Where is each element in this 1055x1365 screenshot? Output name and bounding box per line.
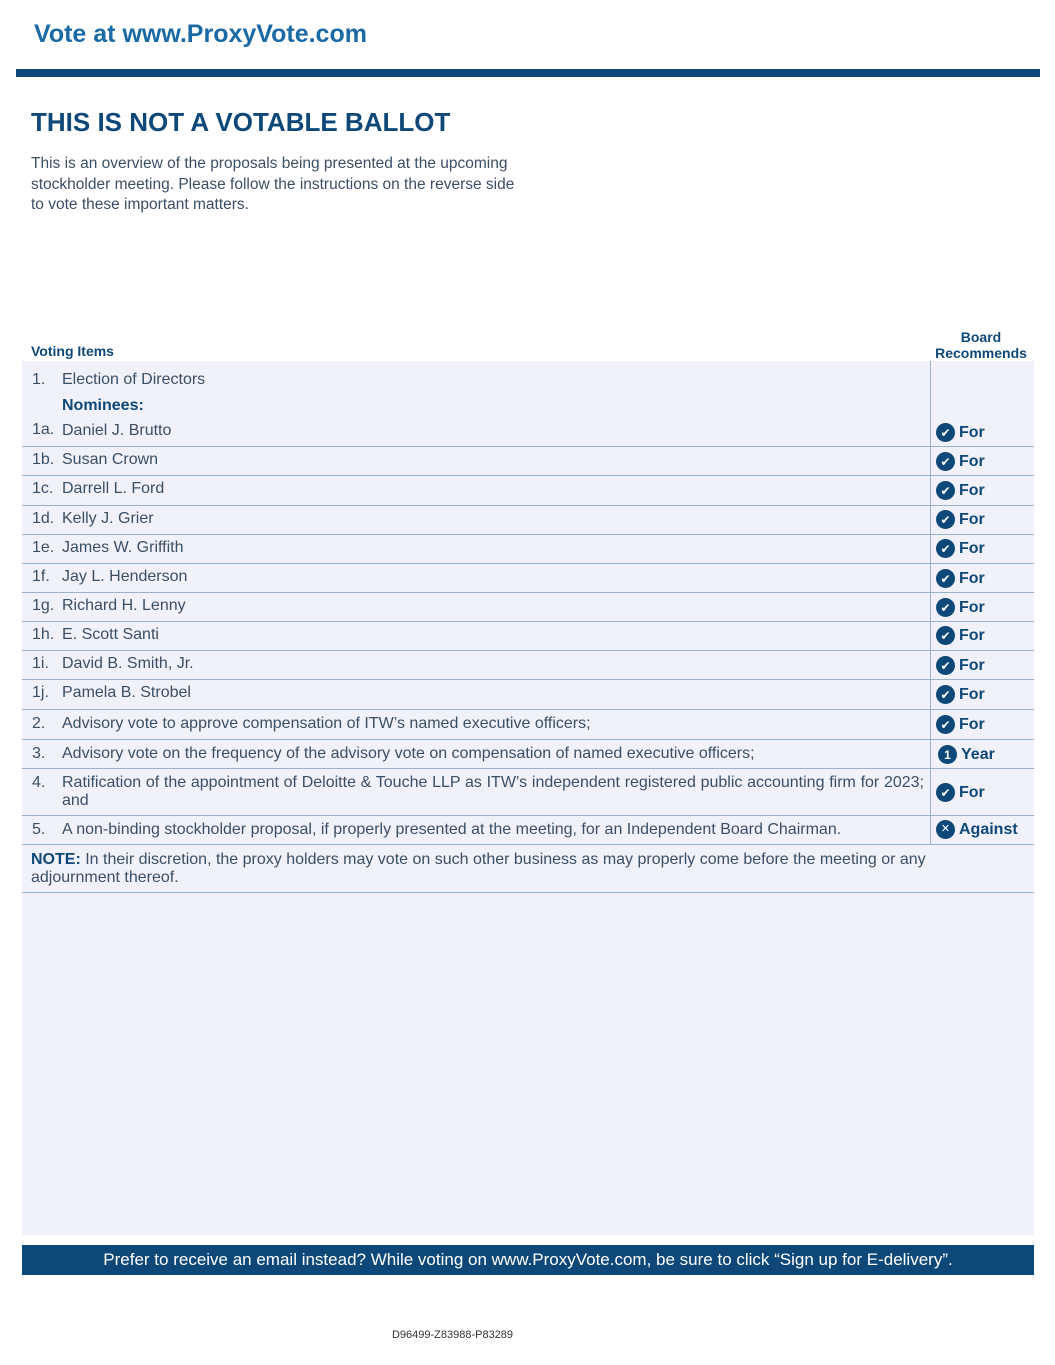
proposal-4-row <box>22 769 1034 816</box>
check-circle-icon: ✔ <box>936 783 955 802</box>
recommendation <box>936 510 985 529</box>
nominee-number: 1i. <box>32 655 49 672</box>
recommendation-label: For <box>959 656 985 674</box>
recommendation-label: For <box>959 481 985 499</box>
nominee-name: Pamela B. Strobel <box>62 684 191 701</box>
nominee-name: E. Scott Santi <box>62 626 159 643</box>
note-label: NOTE: <box>31 851 81 868</box>
nominee-row <box>22 622 1034 651</box>
check-circle-icon: ✔ <box>936 510 955 529</box>
header-title[interactable]: Vote at www.ProxyVote.com <box>34 20 367 48</box>
proposal-text: Advisory vote on the frequency of the advisory vote on compensation of named executive officers; <box>62 745 755 762</box>
e-delivery-banner[interactable]: Prefer to receive an email instead? While voting on www.ProxyVote.com, be sure to click “Sign up for E-delivery”. <box>22 1245 1034 1275</box>
nominees-label: Nominees: <box>62 397 144 414</box>
board-recommends-line2: Recommends <box>935 345 1027 361</box>
proposal-number: 4. <box>32 774 46 791</box>
intro-text: This is an overview of the proposals being presented at the upcoming stockholder meeting. Please follow the instructions on the reverse side to vote these important matters. <box>31 155 515 213</box>
nominee-name: Darrell L. Ford <box>62 480 165 497</box>
recommendation <box>936 481 985 500</box>
recommendation-label: For <box>959 626 985 644</box>
nominee-number: 1e. <box>32 539 55 556</box>
proposal-text: Election of Directors <box>62 371 206 388</box>
nominee-row <box>22 593 1034 622</box>
proposal-number: 5. <box>32 821 46 838</box>
check-circle-icon: ✔ <box>936 685 955 704</box>
nominee-row <box>22 506 1034 535</box>
proposal-1-row <box>22 361 1034 397</box>
recommendation-label: For <box>959 510 985 528</box>
recommendation <box>936 783 985 802</box>
nominee-name: Susan Crown <box>62 451 159 468</box>
check-circle-icon: ✔ <box>936 452 955 471</box>
recommendation-label: For <box>959 598 985 616</box>
nominee-row <box>22 447 1034 476</box>
page-title: THIS IS NOT A VOTABLE BALLOT <box>31 107 451 137</box>
nominee-row <box>22 680 1034 710</box>
nominee-name: Daniel J. Brutto <box>62 422 172 439</box>
board-recommends-line1: Board <box>960 329 1002 345</box>
recommendation <box>936 598 985 617</box>
recommendation <box>936 569 985 588</box>
note-body: In their discretion, the proxy holders may vote on such other business as may properly come before the meeting or any adjournment thereof. <box>31 851 926 886</box>
check-circle-icon: ✔ <box>936 598 955 617</box>
check-circle-icon: ✔ <box>936 539 955 558</box>
nominee-row <box>22 418 1034 447</box>
proposal-text: A non-binding stockholder proposal, if properly presented at the meeting, for an Independent Board Chairman. <box>62 821 842 838</box>
document-code: D96499-Z83988-P83289 <box>391 1329 514 1341</box>
recommendation-label: Against <box>959 820 1018 838</box>
proposal-number: 2. <box>32 715 46 732</box>
recommendation-label: For <box>959 783 985 801</box>
recommendation-label: For <box>959 685 985 703</box>
nominee-name: James W. Griffith <box>62 539 184 556</box>
recommendation-label: For <box>959 423 985 441</box>
recommendation <box>936 656 985 675</box>
recommendation-label: Year <box>961 745 995 763</box>
proposal-text: Ratification of the appointment of Deloitte & Touche LLP as ITW’s independent registered public accounting firm for 2023; and <box>62 774 924 809</box>
proposal-number: 1. <box>32 371 46 388</box>
nominee-number: 1h. <box>32 626 55 643</box>
recommendation <box>936 820 1018 839</box>
note-text <box>31 851 931 887</box>
nominee-name: Jay L. Henderson <box>62 568 188 585</box>
recommendation-label: For <box>959 715 985 733</box>
nominee-name: Kelly J. Grier <box>62 510 154 527</box>
header-rule <box>16 69 1040 77</box>
nominee-row <box>22 564 1034 593</box>
recommendation-label: For <box>959 452 985 470</box>
proposal-number: 3. <box>32 745 46 762</box>
number-one-circle-icon: 1 <box>938 745 957 764</box>
nominee-number: 1a. <box>32 421 55 438</box>
recommendation <box>936 423 985 442</box>
nominee-number: 1c. <box>32 480 54 497</box>
voting-items-header: Voting Items <box>31 343 114 359</box>
recommendation <box>936 539 985 558</box>
x-circle-icon: ✕ <box>936 820 955 839</box>
check-circle-icon: ✔ <box>936 569 955 588</box>
proposal-5-row <box>22 816 1034 845</box>
check-circle-icon: ✔ <box>936 656 955 675</box>
proposal-text: Advisory vote to approve compensation of ITW’s named executive officers; <box>62 715 591 732</box>
nominee-row <box>22 476 1034 506</box>
nominee-number: 1j. <box>32 684 49 701</box>
recommendation <box>936 626 985 645</box>
check-circle-icon: ✔ <box>936 423 955 442</box>
check-circle-icon: ✔ <box>936 626 955 645</box>
check-circle-icon: ✔ <box>936 481 955 500</box>
check-circle-icon: ✔ <box>936 715 955 734</box>
recommendation <box>936 452 985 471</box>
recommendation <box>938 745 995 764</box>
nominee-number: 1f. <box>32 568 50 585</box>
proposal-3-row <box>22 740 1034 769</box>
recommendation <box>936 685 985 704</box>
nominee-name: Richard H. Lenny <box>62 597 186 614</box>
recommendation-label: For <box>959 569 985 587</box>
nominee-row <box>22 535 1034 564</box>
recommendation-label: For <box>959 539 985 557</box>
nominee-number: 1g. <box>32 597 55 614</box>
nominee-row <box>22 651 1034 680</box>
proposal-2-row <box>22 710 1034 740</box>
nominee-number: 1d. <box>32 510 55 527</box>
nominee-number: 1b. <box>32 451 55 468</box>
board-recommends-header <box>930 329 1032 361</box>
nominee-name: David B. Smith, Jr. <box>62 655 194 672</box>
recommendation <box>936 715 985 734</box>
